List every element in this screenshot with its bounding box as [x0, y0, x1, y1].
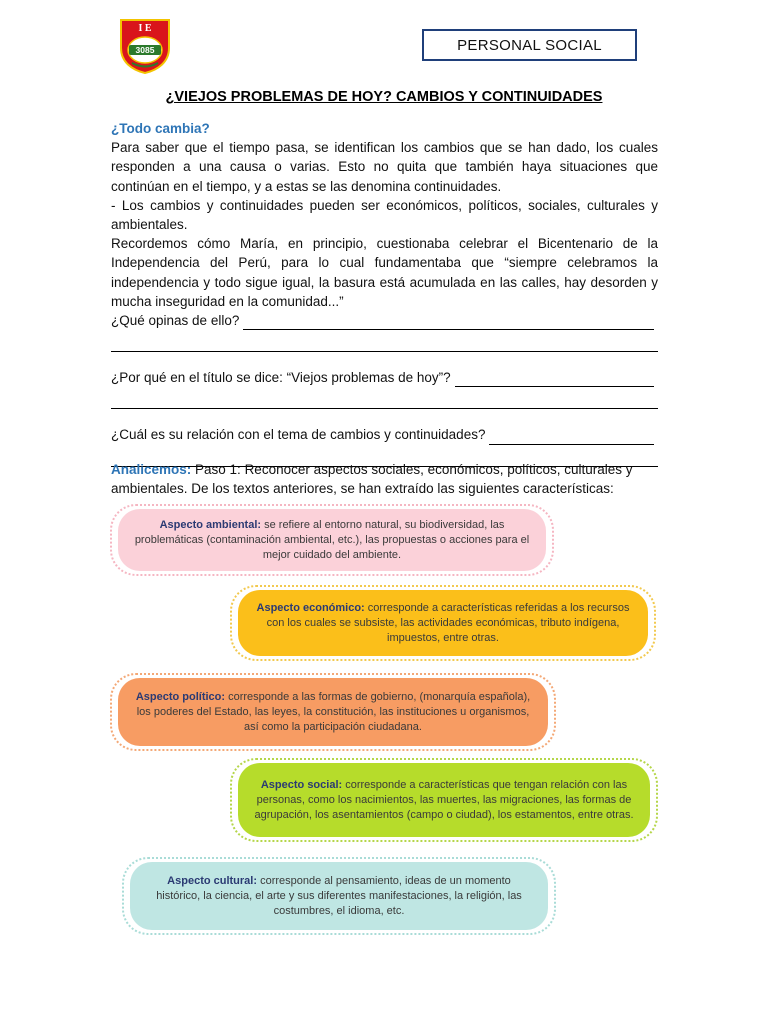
question-2 [111, 368, 658, 387]
aspect-cultural [130, 862, 548, 930]
answer-line-1[interactable] [243, 315, 654, 330]
aspect-politico-title: Aspecto político: [135, 690, 226, 703]
answer-line-1b[interactable] [111, 350, 658, 352]
subject-box [422, 29, 637, 61]
analyze-section [111, 460, 641, 498]
aspect-ambiental [118, 509, 546, 571]
aspect-ambiental-title: Aspecto ambiental: [159, 518, 262, 531]
aspect-politico [118, 678, 548, 746]
subject-label: PERSONAL SOCIAL [457, 36, 602, 54]
answer-line-3[interactable] [489, 430, 654, 445]
aspect-ambiental-text: se refiere al entorno natural, su biodiversidad, las problemáticas (contaminación ambiental, etc.), las propuestas o acciones para el mejor cuidado del ambiente. [134, 518, 530, 561]
analyze-text: Paso 1: Reconocer aspectos sociales, económicos, políticos, culturales y ambientales. De los textos anteriores, se han extraído las siguientes características: [111, 462, 633, 497]
aspect-politico-text: corresponde a las formas de gobierno, (monarquía española), los poderes del Estado, las leyes, la constitución, las instituciones u organismos, así como la participación ciudadana. [136, 690, 531, 733]
school-crest-logo [118, 18, 172, 74]
document-title: ¿VIEJOS PROBLEMAS DE HOY? CAMBIOS Y CONTINUIDADES [165, 89, 603, 105]
logo-number: 3085 [135, 45, 155, 55]
question-1 [111, 311, 658, 330]
paragraph-types: - Los cambios y continuidades pueden ser económicos, políticos, sociales, culturales y ambientales. [111, 197, 658, 233]
aspect-cultural-text: corresponde al pensamiento, ideas de un momento histórico, la ciencia, el arte y sus diferentes manifestaciones, la religión, las costumbres, el idioma, etc. [156, 874, 522, 917]
aspect-social-title: Aspecto social: [260, 778, 343, 791]
paragraph-maria: Recordemos cómo María, en principio, cuestionaba celebrar el Bicentenario de la Independencia del Perú, para lo cual fundamentaba que “siempre celebramos la independencia y todo sigue igual, la basura está acumulada en las calles, hay desorden y mucha inseguridad en la comunidad...” [111, 236, 658, 309]
section-todo-cambia [111, 119, 658, 467]
answer-line-2b[interactable] [111, 407, 658, 409]
aspect-social [238, 763, 650, 837]
paragraph-intro: Para saber que el tiempo pasa, se identifican los cambios que se han dado, los cuales responden a una causa o varias. Esto no quita que también haya situaciones que continúan en el tiempo, y a estas se las denomina continuidades. [111, 140, 658, 194]
logo-label: I E [138, 23, 152, 34]
aspect-cultural-title: Aspecto cultural: [167, 874, 258, 887]
aspect-economico [238, 590, 648, 656]
question-1-text: ¿Qué opinas de ello? [111, 313, 240, 329]
section-heading: ¿Todo cambia? [111, 121, 210, 136]
aspect-social-text: corresponde a características que tengan relación con las personas, como los nacimientos, las muertes, las migraciones, las formas de agrupación, los asentamientos (campo o ciudad), los estamentos, entre otras. [254, 778, 634, 821]
answer-line-2[interactable] [455, 372, 654, 387]
analyze-label: Analicemos: [111, 462, 192, 477]
aspect-economico-text: corresponde a características referidas a los recursos con los cuales se subsiste, las actividades económicas, tributo indígena, impuestos, entre otras. [266, 601, 630, 644]
question-3 [111, 425, 658, 444]
aspect-economico-title: Aspecto económico: [256, 601, 365, 614]
question-2-text: ¿Por qué en el título se dice: “Viejos problemas de hoy”? [111, 370, 451, 386]
question-3-text: ¿Cuál es su relación con el tema de cambios y continuidades? [111, 427, 486, 443]
